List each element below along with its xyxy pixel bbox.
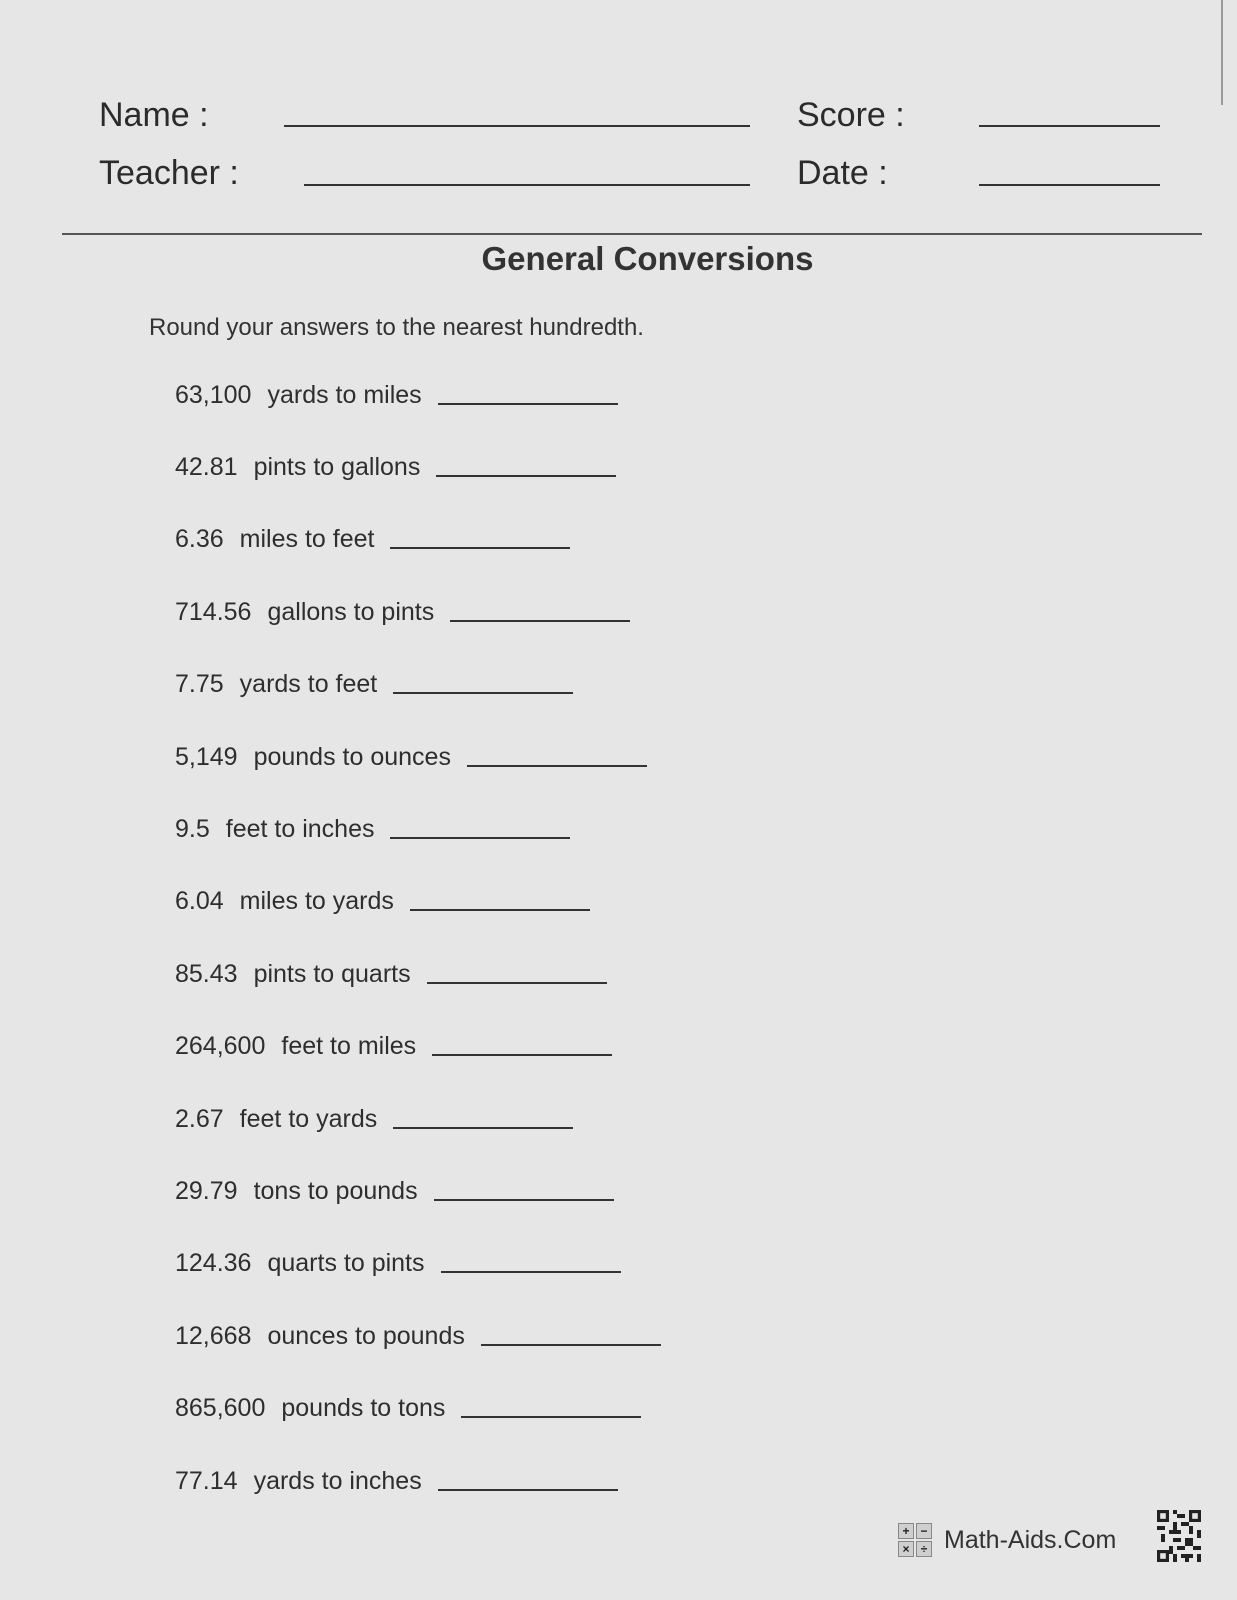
answer-blank[interactable] bbox=[432, 1054, 612, 1056]
problem-value: 9.5 bbox=[175, 815, 210, 843]
problem-conversion: quarts to pints bbox=[267, 1249, 425, 1277]
problem-conversion: gallons to pints bbox=[267, 598, 435, 626]
problem-value: 7.75 bbox=[175, 670, 224, 698]
problem-conversion: pounds to tons bbox=[281, 1394, 446, 1422]
problem-value: 124.36 bbox=[175, 1249, 252, 1277]
date-field[interactable] bbox=[979, 184, 1160, 186]
problem-conversion: feet to yards bbox=[239, 1105, 378, 1133]
problem-conversion: miles to yards bbox=[239, 887, 394, 915]
instructions: Round your answers to the nearest hundredth. bbox=[149, 314, 644, 341]
name-label: Name : bbox=[99, 96, 209, 134]
teacher-field[interactable] bbox=[304, 184, 750, 186]
date-label: Date : bbox=[797, 154, 888, 192]
teacher-label: Teacher : bbox=[99, 154, 239, 192]
calculator-icon: + − × ÷ bbox=[898, 1523, 932, 1557]
answer-blank[interactable] bbox=[481, 1344, 661, 1346]
answer-blank[interactable] bbox=[393, 692, 573, 694]
problem-value: 85.43 bbox=[175, 960, 238, 988]
problem-conversion: pints to gallons bbox=[253, 453, 421, 481]
problem-value: 63,100 bbox=[175, 381, 252, 409]
problem-conversion: miles to feet bbox=[239, 525, 375, 553]
qr-code-icon bbox=[1157, 1510, 1201, 1562]
answer-blank[interactable] bbox=[434, 1199, 614, 1201]
problem-conversion: pounds to ounces bbox=[253, 743, 451, 771]
name-field[interactable] bbox=[284, 125, 750, 127]
score-label: Score : bbox=[797, 96, 905, 134]
answer-blank[interactable] bbox=[390, 837, 570, 839]
answer-blank[interactable] bbox=[450, 620, 630, 622]
problem-conversion: pints to quarts bbox=[253, 960, 411, 988]
header-divider bbox=[62, 233, 1202, 235]
problem-value: 5,149 bbox=[175, 743, 238, 771]
problem-conversion: yards to inches bbox=[253, 1467, 422, 1495]
page-edge bbox=[1221, 0, 1223, 105]
problem-conversion: yards to miles bbox=[267, 381, 422, 409]
answer-blank[interactable] bbox=[438, 1489, 618, 1491]
answer-blank[interactable] bbox=[467, 765, 647, 767]
problem-value: 42.81 bbox=[175, 453, 238, 481]
problem-value: 6.04 bbox=[175, 887, 224, 915]
problem-value: 6.36 bbox=[175, 525, 224, 553]
answer-blank[interactable] bbox=[438, 403, 618, 405]
answer-blank[interactable] bbox=[427, 982, 607, 984]
problem-value: 2.67 bbox=[175, 1105, 224, 1133]
answer-blank[interactable] bbox=[461, 1416, 641, 1418]
answer-blank[interactable] bbox=[436, 475, 616, 477]
problem-value: 865,600 bbox=[175, 1394, 266, 1422]
answer-blank[interactable] bbox=[441, 1271, 621, 1273]
score-field[interactable] bbox=[979, 125, 1160, 127]
brand-name: Math-Aids.Com bbox=[944, 1525, 1117, 1554]
answer-blank[interactable] bbox=[390, 547, 570, 549]
problem-value: 77.14 bbox=[175, 1467, 238, 1495]
problem-conversion: tons to pounds bbox=[253, 1177, 418, 1205]
footer-brand[interactable] bbox=[898, 1523, 1116, 1557]
problem-conversion: yards to feet bbox=[239, 670, 378, 698]
problem-value: 264,600 bbox=[175, 1032, 266, 1060]
problem-conversion: ounces to pounds bbox=[267, 1322, 465, 1350]
problem-value: 714.56 bbox=[175, 598, 252, 626]
problem-conversion: feet to miles bbox=[281, 1032, 417, 1060]
problem-value: 29.79 bbox=[175, 1177, 238, 1205]
problem-conversion: feet to inches bbox=[225, 815, 375, 843]
answer-blank[interactable] bbox=[410, 909, 590, 911]
problem-value: 12,668 bbox=[175, 1322, 252, 1350]
answer-blank[interactable] bbox=[393, 1127, 573, 1129]
worksheet-title: General Conversions bbox=[481, 240, 814, 277]
